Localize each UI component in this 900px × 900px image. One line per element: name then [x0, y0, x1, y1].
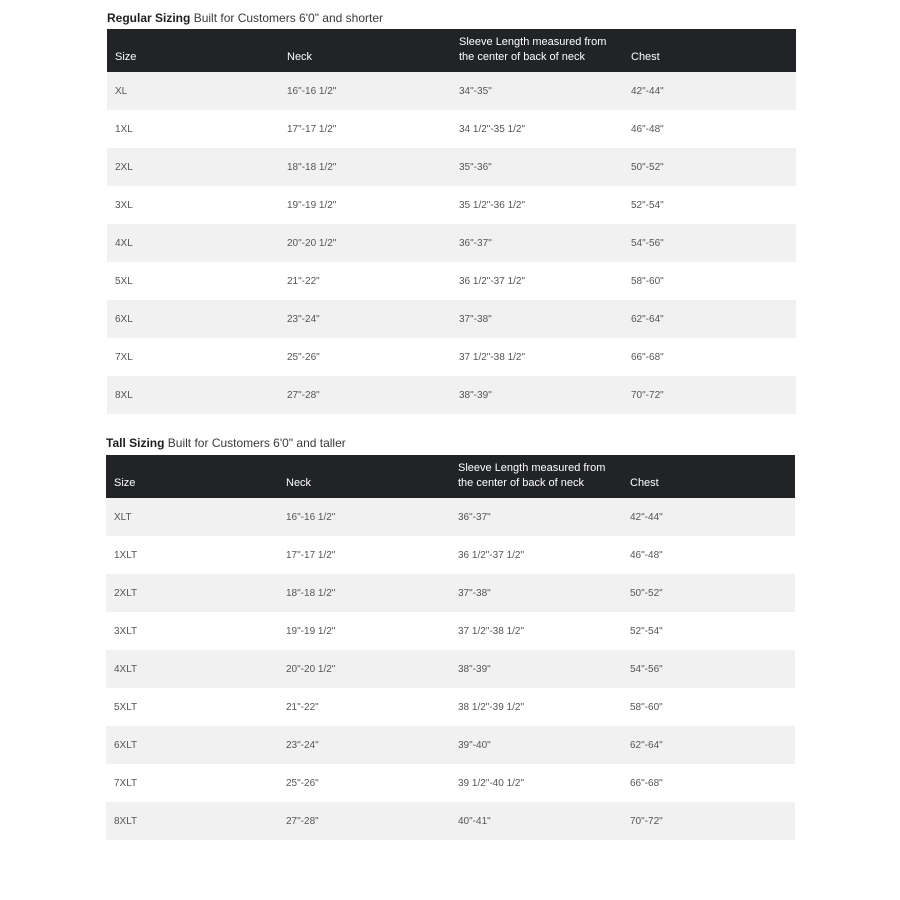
chest-cell: 52"-54": [630, 625, 663, 637]
column-header-chest: Chest: [631, 51, 660, 63]
neck-cell: 20"-20 1/2": [287, 237, 337, 249]
size-cell: 8XLT: [114, 815, 138, 827]
chest-cell: 62"-64": [631, 313, 664, 325]
chest-cell: 42"-44": [630, 511, 663, 523]
column-header-chest: Chest: [630, 477, 659, 489]
table-row: [107, 186, 796, 224]
chest-cell: 46"-48": [630, 549, 663, 561]
table-row: [107, 338, 796, 376]
column-header-sleeve: [450, 455, 622, 498]
sleeve-length-cell: 36"-37": [459, 237, 492, 249]
neck-cell: 17"-17 1/2": [287, 123, 337, 135]
sleeve-header-line-2: the center of back of neck: [458, 477, 584, 489]
sleeve-header-line-1: Sleeve Length measured from: [458, 462, 606, 474]
chest-cell: 70"-72": [630, 815, 663, 827]
size-cell: 2XL: [115, 161, 133, 173]
size-cell: 5XLT: [114, 701, 138, 713]
sleeve-length-cell: 36"-37": [458, 511, 491, 523]
chest-cell: 70"-72": [631, 389, 664, 401]
table-row: [106, 688, 795, 726]
size-cell: 4XLT: [114, 663, 138, 675]
table-row: [106, 764, 795, 802]
size-cell: XLT: [114, 511, 132, 523]
table-row: [106, 612, 795, 650]
chest-cell: 52"-54": [631, 199, 664, 211]
sleeve-length-cell: 36 1/2"-37 1/2": [458, 549, 525, 561]
size-cell: 2XLT: [114, 587, 138, 599]
table-row: [107, 224, 796, 262]
column-header-neck: Neck: [287, 51, 313, 63]
regular-sizing-caption: [107, 11, 796, 25]
regular-sizing-rows: [107, 72, 796, 414]
table-row: [106, 650, 795, 688]
table-row: [107, 110, 796, 148]
table-header-row: [106, 455, 795, 498]
neck-cell: 20"-20 1/2": [286, 663, 336, 675]
tall-sizing-subtitle: Built for Customers 6'0" and taller: [167, 436, 346, 450]
sleeve-length-cell: 39"-40": [458, 739, 491, 751]
chest-cell: 58"-60": [631, 275, 664, 287]
chest-cell: 62"-64": [630, 739, 663, 751]
table-row: [106, 498, 795, 536]
column-header-neck: Neck: [286, 477, 312, 489]
neck-cell: 18"-18 1/2": [286, 587, 336, 599]
chest-cell: 50"-52": [630, 587, 663, 599]
sleeve-length-cell: 35"-36": [459, 161, 492, 173]
size-cell: 3XL: [115, 199, 133, 211]
size-cell: 7XLT: [114, 777, 138, 789]
column-header-size: Size: [114, 477, 136, 489]
neck-cell: 19"-19 1/2": [286, 625, 336, 637]
tall-sizing-title: Tall Sizing: [106, 436, 165, 450]
sleeve-length-cell: 37"-38": [459, 313, 492, 325]
neck-cell: 27"-28": [287, 389, 320, 401]
size-cell: 6XLT: [114, 739, 138, 751]
table-row: [107, 300, 796, 338]
table-row: [106, 802, 795, 840]
sleeve-length-cell: 38"-39": [458, 663, 491, 675]
chest-cell: 54"-56": [631, 237, 664, 249]
chest-cell: 66"-68": [631, 351, 664, 363]
regular-sizing-table: [107, 29, 796, 414]
sleeve-length-cell: 37 1/2"-38 1/2": [458, 625, 525, 637]
sleeve-header-line-1: Sleeve Length measured from: [459, 36, 607, 48]
tall-sizing-section: [106, 436, 795, 840]
tall-sizing-caption: [106, 436, 795, 450]
neck-cell: 27"-28": [286, 815, 319, 827]
sleeve-length-cell: 37 1/2"-38 1/2": [459, 351, 526, 363]
sleeve-length-cell: 40"-41": [458, 815, 491, 827]
neck-cell: 23"-24": [287, 313, 320, 325]
tall-sizing-rows: [106, 498, 795, 840]
table-row: [106, 726, 795, 764]
neck-cell: 17"-17 1/2": [286, 549, 336, 561]
size-cell: 6XL: [115, 313, 133, 325]
sleeve-length-cell: 37"-38": [458, 587, 491, 599]
neck-cell: 23"-24": [286, 739, 319, 751]
sleeve-length-cell: 38"-39": [459, 389, 492, 401]
tall-sizing-table: [106, 455, 795, 840]
sleeve-length-cell: 36 1/2"-37 1/2": [459, 275, 526, 287]
regular-sizing-subtitle: Built for Customers 6'0" and shorter: [193, 11, 383, 25]
sleeve-header-line-2: the center of back of neck: [459, 51, 585, 63]
table-row: [107, 262, 796, 300]
table-row: [107, 376, 796, 414]
chest-cell: 54"-56": [630, 663, 663, 675]
size-cell: 3XLT: [114, 625, 138, 637]
table-header-row: [107, 29, 796, 72]
size-cell: 7XL: [115, 351, 133, 363]
chest-cell: 50"-52": [631, 161, 664, 173]
column-header-size: Size: [115, 51, 137, 63]
size-cell: 8XL: [115, 389, 133, 401]
column-header-sleeve: [451, 29, 623, 72]
neck-cell: 16"-16 1/2": [287, 85, 337, 97]
neck-cell: 25"-26": [287, 351, 320, 363]
neck-cell: 21"-22": [286, 701, 319, 713]
neck-cell: 25"-26": [286, 777, 319, 789]
chest-cell: 42"-44": [631, 85, 664, 97]
size-cell: XL: [115, 85, 128, 97]
size-cell: 4XL: [115, 237, 133, 249]
regular-sizing-section: [107, 11, 796, 414]
neck-cell: 21"-22": [287, 275, 320, 287]
size-cell: 5XL: [115, 275, 133, 287]
size-cell: 1XLT: [114, 549, 138, 561]
table-row: [107, 148, 796, 186]
table-row: [106, 574, 795, 612]
sleeve-length-cell: 38 1/2"-39 1/2": [458, 701, 525, 713]
neck-cell: 16"-16 1/2": [286, 511, 336, 523]
sleeve-length-cell: 39 1/2"-40 1/2": [458, 777, 525, 789]
neck-cell: 18"-18 1/2": [287, 161, 337, 173]
table-row: [106, 536, 795, 574]
sleeve-length-cell: 35 1/2"-36 1/2": [459, 199, 526, 211]
table-row: [107, 72, 796, 110]
size-cell: 1XL: [115, 123, 133, 135]
chest-cell: 58"-60": [630, 701, 663, 713]
chest-cell: 66"-68": [630, 777, 663, 789]
neck-cell: 19"-19 1/2": [287, 199, 337, 211]
sleeve-length-cell: 34 1/2"-35 1/2": [459, 123, 526, 135]
sleeve-length-cell: 34"-35": [459, 85, 492, 97]
regular-sizing-title: Regular Sizing: [107, 11, 191, 25]
chest-cell: 46"-48": [631, 123, 664, 135]
